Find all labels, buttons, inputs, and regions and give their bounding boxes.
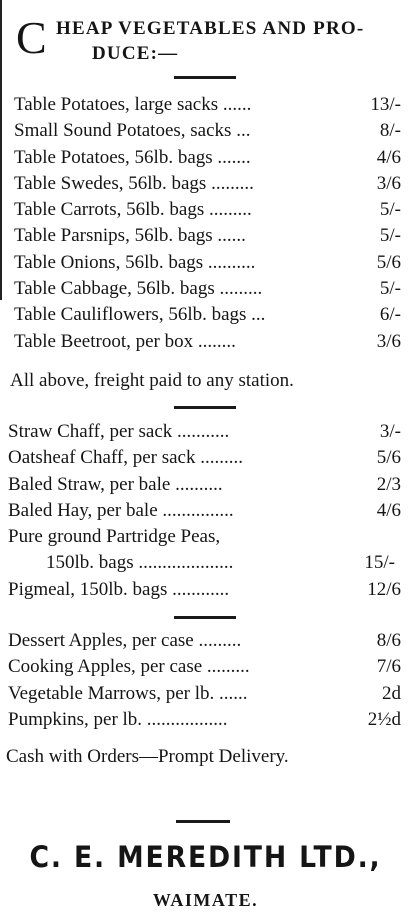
list-item: [0, 329, 411, 355]
item-label: Cooking Apples, per case .........: [8, 656, 250, 678]
list-item: [0, 302, 411, 328]
freight-note: All above, freight paid to any station.: [10, 370, 294, 391]
headline-line-1: HEAP VEGETABLES AND PRO-: [56, 18, 365, 39]
item-label: Pumpkins, per lb. .................: [8, 708, 228, 730]
item-price: 12/6: [367, 578, 401, 600]
list-item: [0, 577, 411, 603]
item-price: 2/3: [376, 473, 401, 495]
vegetables-list: [0, 92, 411, 355]
list-item: [0, 276, 411, 302]
item-price: 8/6: [376, 630, 401, 651]
item-price: 3/6: [376, 330, 401, 352]
item-label: Table Carrots, 56lb. bags .........: [14, 199, 252, 221]
list-item: [0, 707, 411, 733]
divider-rule: [174, 76, 236, 79]
list-item: [0, 654, 411, 680]
item-label: Baled Straw, per bale ..........: [8, 473, 223, 495]
item-label: Vegetable Marrows, per lb. ......: [8, 682, 248, 704]
item-label: Pigmeal, 150lb. bags ............: [8, 578, 230, 600]
item-label: Pure ground Partridge Peas,: [8, 526, 221, 548]
headline-line-2: DUCE:—: [92, 43, 179, 64]
item-price: 3/-: [379, 421, 401, 442]
item-label: Table Potatoes, 56lb. bags .......: [14, 146, 251, 168]
list-item: [0, 145, 411, 171]
list-item: [0, 550, 411, 576]
item-label: Table Potatoes, large sacks ......: [14, 94, 252, 115]
item-price: 4/6: [376, 146, 401, 168]
company-town: WAIMATE.: [152, 890, 259, 910]
item-label: Table Onions, 56lb. bags ..........: [14, 251, 256, 273]
item-label: Baled Hay, per bale ...............: [8, 499, 234, 521]
list-item: [0, 445, 411, 471]
item-label: Table Swedes, 56lb. bags .........: [14, 172, 254, 194]
list-item: [0, 524, 411, 550]
list-item: [0, 197, 411, 223]
item-label: 150lb. bags ....................: [46, 552, 234, 574]
divider-rule: [176, 820, 230, 823]
list-item: [0, 681, 411, 707]
headline-dropcap: C: [16, 12, 47, 63]
item-price: 13/-: [370, 94, 401, 115]
item-price: 4/6: [376, 499, 401, 521]
list-item: [0, 223, 411, 249]
list-item: [0, 171, 411, 197]
list-item: [0, 628, 411, 654]
headline: [12, 12, 407, 74]
item-price: 7/6: [376, 656, 401, 678]
item-label: Table Beetroot, per box ........: [14, 330, 236, 352]
fruit-list: [0, 628, 411, 733]
divider-rule: [174, 406, 236, 409]
item-price: 5/-: [379, 278, 401, 300]
item-price: 2½d: [367, 708, 401, 730]
item-price: 5/6: [376, 251, 401, 273]
list-item: [0, 92, 411, 118]
fodder-list: [0, 419, 411, 603]
list-item: [0, 250, 411, 276]
item-price: 2d: [382, 682, 401, 704]
list-item: [0, 472, 411, 498]
item-label: Table Parsnips, 56lb. bags ......: [14, 225, 246, 247]
list-item: [0, 118, 411, 144]
item-price: 5/-: [379, 199, 401, 221]
item-price: 3/6: [376, 172, 401, 194]
list-item: [0, 498, 411, 524]
item-price: 5/-: [379, 225, 401, 247]
item-price: 5/6: [376, 447, 401, 469]
company-name: C. E. MEREDITH LTD.,: [29, 840, 382, 874]
item-label: Dessert Apples, per case .........: [8, 630, 242, 651]
item-label: Small Sound Potatoes, sacks ...: [14, 120, 251, 142]
delivery-note: Cash with Orders—Prompt Delivery.: [6, 746, 289, 767]
item-label: Table Cabbage, 56lb. bags .........: [14, 278, 263, 300]
divider-rule: [174, 616, 236, 619]
list-item: [0, 419, 411, 445]
item-price: 6/-: [379, 304, 401, 326]
item-label: Table Cauliflowers, 56lb. bags ...: [14, 304, 266, 326]
item-price: 15/-: [364, 552, 395, 574]
item-price: 8/-: [379, 120, 401, 142]
item-label: Straw Chaff, per sack ...........: [8, 421, 230, 442]
item-label: Oatsheaf Chaff, per sack .........: [8, 447, 243, 469]
